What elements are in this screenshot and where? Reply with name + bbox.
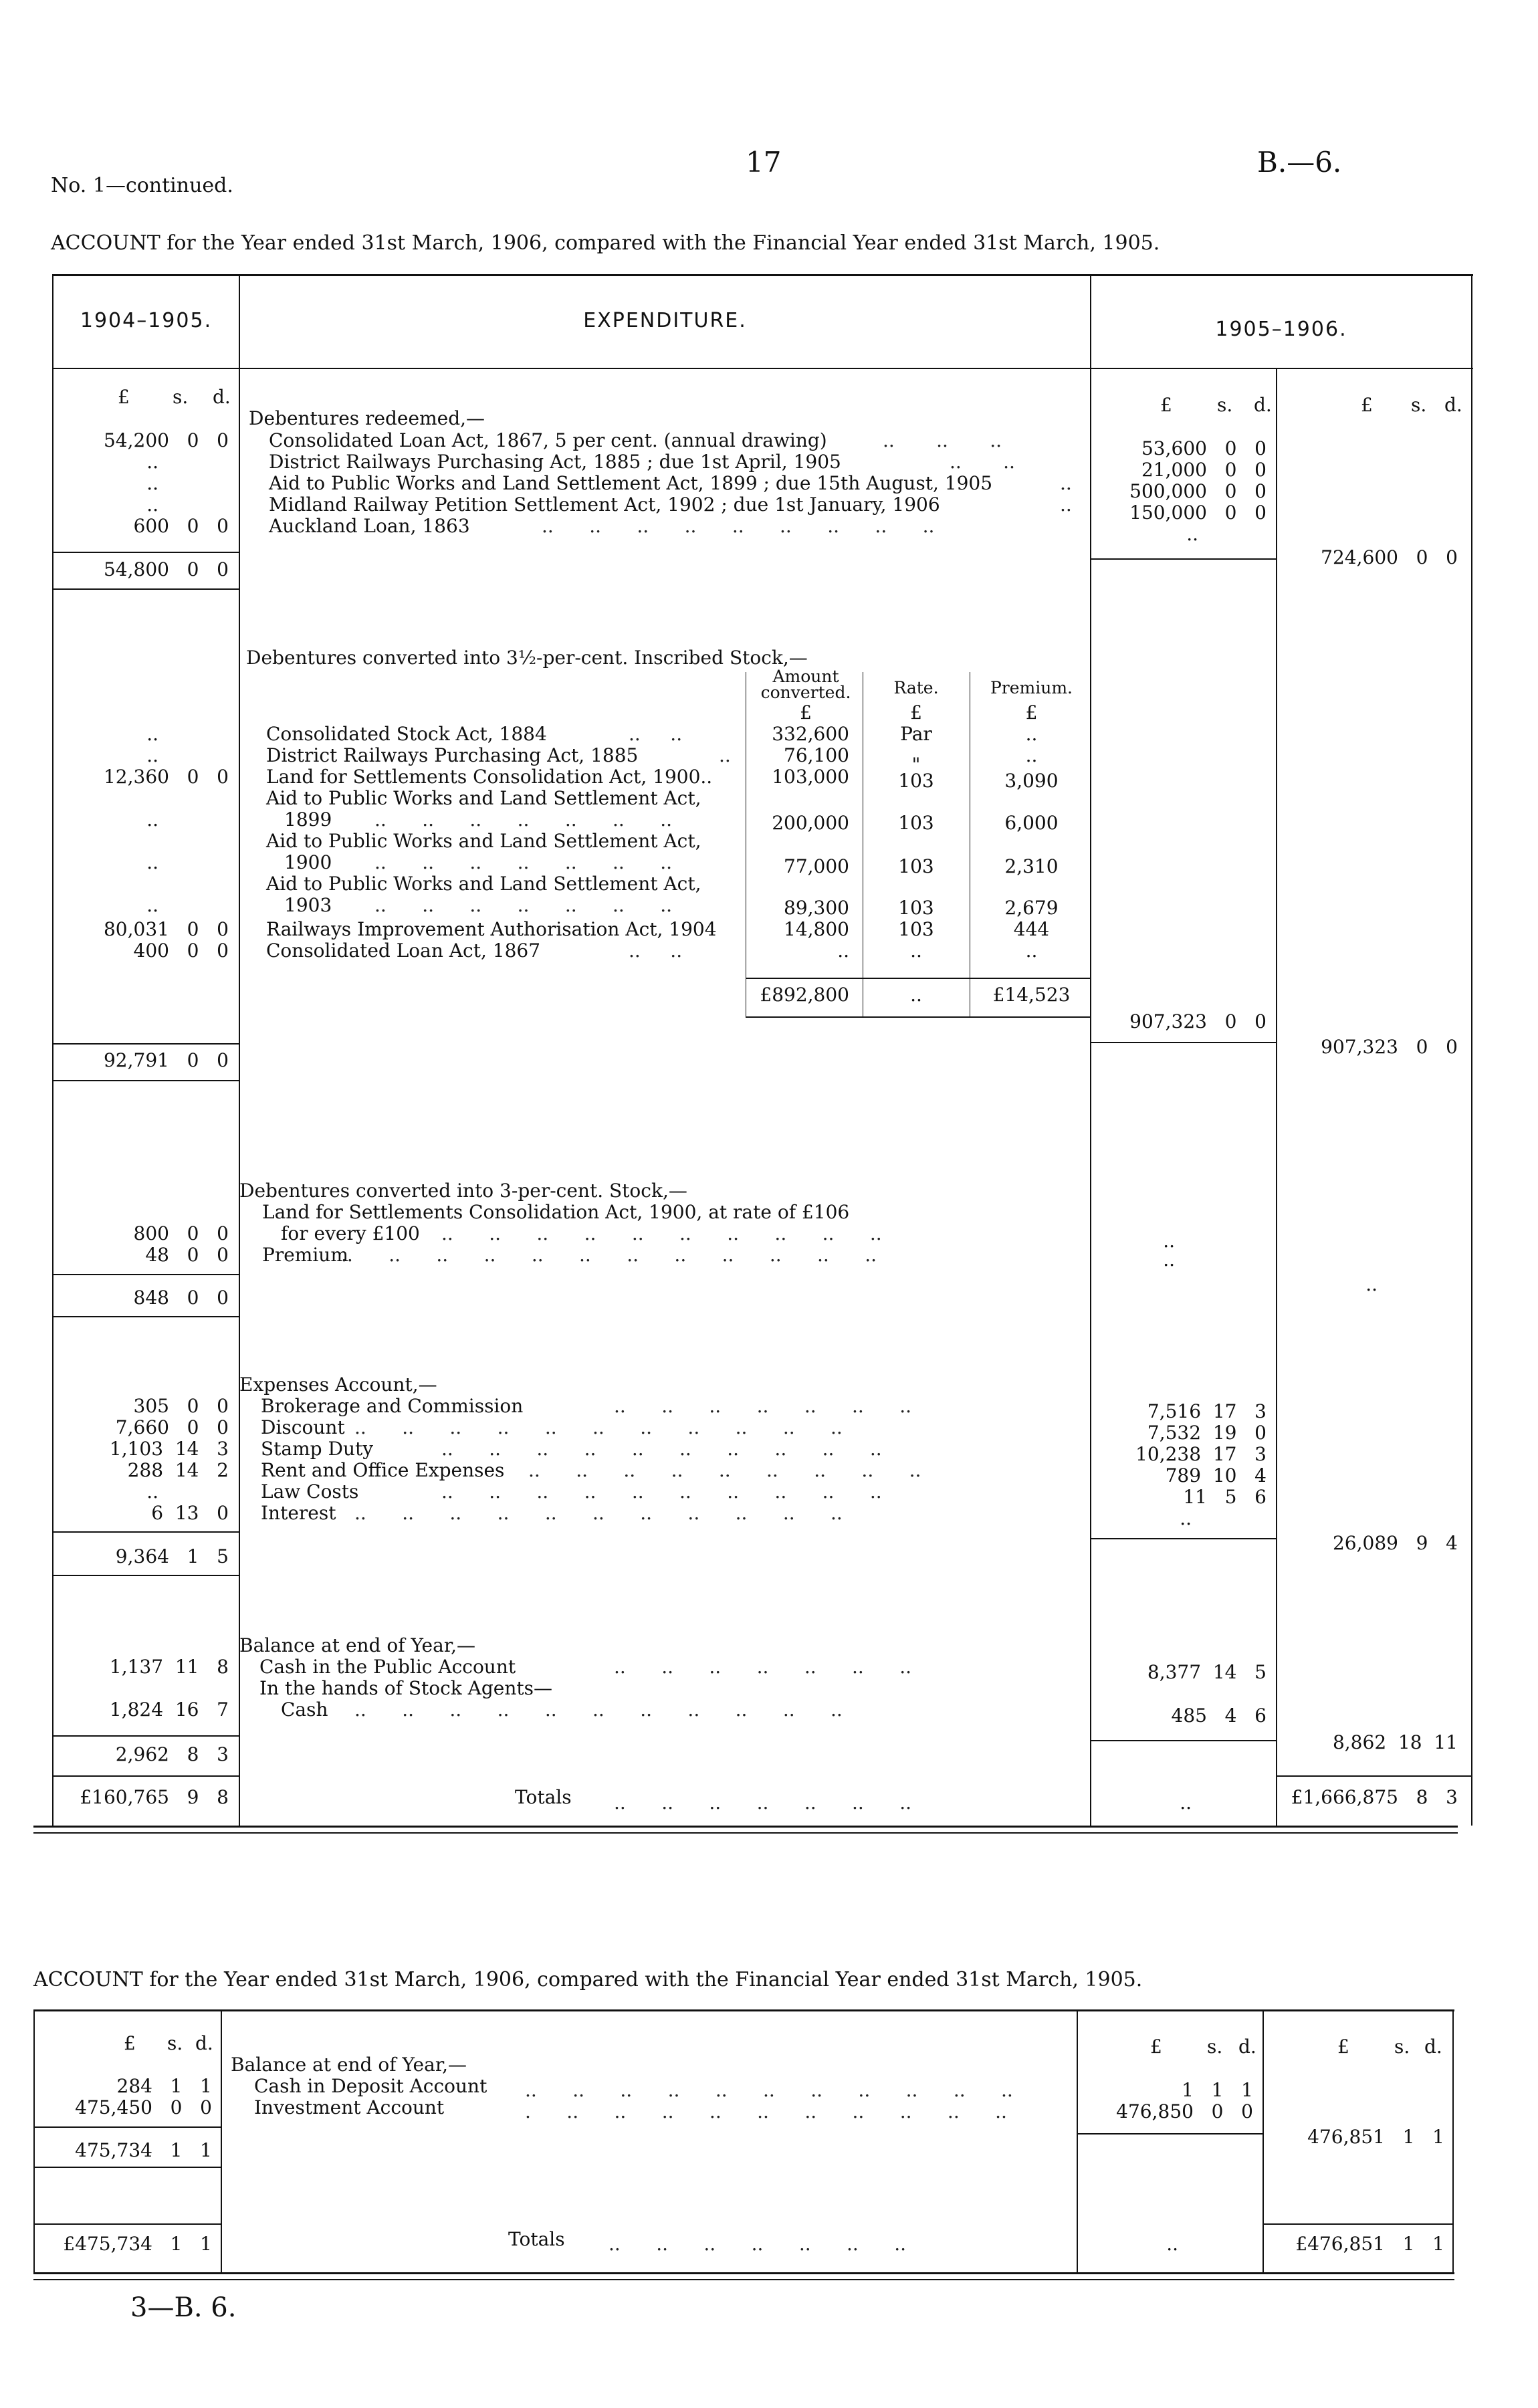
inscribed-label-3: Land for Settlements Consolidation Act, 1900.. [266, 766, 713, 788]
balance-cur-2: 485 4 6 [1171, 1705, 1267, 1727]
inscribed-rate-2: " [911, 754, 921, 776]
rule [35, 2223, 221, 2225]
t2-total: 476,851 1 1 [1307, 2126, 1444, 2148]
leader-dots: .. .. .. .. .. .. .. [374, 894, 673, 916]
table1-header-rule [52, 368, 1473, 369]
redeemed-cur-1: 53,600 0 0 [1141, 437, 1267, 459]
inscribed-amount-7: 14,800 [784, 918, 849, 940]
inscribed-amount-4: 200,000 [772, 812, 849, 834]
redeemed-cur-2: 21,000 0 0 [1141, 459, 1267, 481]
leader-dots: .. .. .. .. .. .. .. [614, 1395, 912, 1417]
redeemed-total: 724,600 0 0 [1321, 546, 1458, 568]
subhdr-premium: Premium. [990, 678, 1073, 697]
t2-unit-tot-pound: £ [1337, 2036, 1349, 2058]
balance-prev-2: 1,824 16 7 [109, 1699, 229, 1721]
leader-dots: .. .. .. .. .. .. .. .. .. .. .. [354, 1502, 843, 1524]
redeemed-label-5: Auckland Loan, 1863 [269, 515, 470, 537]
expense-cur-3: 10,238 17 3 [1135, 1443, 1267, 1465]
three-pc-total: .. [1365, 1273, 1378, 1295]
expense-prev-5: .. [146, 1481, 158, 1503]
inscribed-label-5b: 1900 [284, 851, 332, 873]
table1-col-divider-1 [239, 274, 240, 1826]
document-reference: B.—6. [1257, 146, 1342, 179]
redeemed-cur-3: 500,000 0 0 [1129, 480, 1267, 502]
inscribed-premium-2: .. [1025, 744, 1038, 766]
balance-label-2: Cash [281, 1699, 328, 1721]
table1-bottom-rule [33, 1826, 1458, 1828]
expense-prev-6: 6 13 0 [151, 1502, 229, 1524]
unit-cur-pound: £ [1160, 394, 1172, 416]
redeemed-label-3: Aid to Public Works and Land Settlement Act, 1899 ; due 15th August, 1905 [269, 472, 993, 494]
leader-dots: .. .. .. .. .. .. .. .. .. .. .. [354, 1699, 843, 1721]
expense-prev-4: 288 14 2 [127, 1459, 229, 1481]
inscribed-premium-6: 2,679 [1004, 897, 1059, 919]
inscribed-total-premium: £14,523 [992, 984, 1071, 1006]
inscribed-premium-7: 444 [1013, 918, 1050, 940]
t2-cur-2: 476,850 0 0 [1116, 2100, 1253, 2122]
table1-bottom-rule-2 [33, 1832, 1458, 1834]
rule [1091, 1042, 1276, 1043]
t2-unit-cur-pound: £ [1150, 2036, 1162, 2058]
rule [746, 1016, 1090, 1018]
inscribed-premium-3: 3,090 [1004, 770, 1059, 792]
subhdr-premium-unit: £ [1025, 701, 1038, 724]
rule [53, 1575, 239, 1576]
balance-cur-1: 8,377 14 5 [1147, 1661, 1267, 1683]
leader-dots: .. [1060, 494, 1072, 516]
inscribed-premium-4: 6,000 [1004, 812, 1059, 834]
section-heading-expenses: Expenses Account,— [239, 1374, 437, 1396]
redeemed-cur-4: 150,000 0 0 [1129, 502, 1267, 524]
t2-unit-tot-pence: d. [1424, 2036, 1442, 2058]
continued-label: No. 1—continued. [51, 174, 233, 197]
t2-unit-prev-shilling: s. [167, 2032, 183, 2054]
leader-dots: . .. .. .. .. .. .. .. .. .. .. [525, 2100, 1007, 2122]
t2-totals-label: Totals [508, 2228, 565, 2250]
redeemed-prev-subtotal: 54,800 0 0 [103, 558, 229, 580]
col-header-current-year: 1905–1906. [1215, 318, 1347, 341]
inscribed-prev-2: .. [146, 744, 158, 766]
balance-total: 8,862 18 11 [1332, 1731, 1458, 1753]
subhdr-amount-unit: £ [800, 701, 812, 724]
section-heading-balance: Balance at end of Year,— [239, 1634, 476, 1656]
expense-prev-3: 1,103 14 3 [109, 1438, 229, 1460]
leader-dots: .. .. .. .. .. .. .. .. .. .. .. [525, 2079, 1013, 2101]
leader-dots: .. .. [629, 723, 683, 745]
account-title-2: ACCOUNT for the Year ended 31st March, 1906, compared with the Financial Year ended 31st March, 1905. [33, 1968, 1143, 1991]
table2-right-border [1452, 2009, 1454, 2274]
redeemed-cur-5: .. [1186, 523, 1198, 545]
rule [53, 1274, 239, 1275]
three-pc-line-2: for every £100 [281, 1222, 420, 1244]
t2-totals-total: £476,851 1 1 [1295, 2233, 1444, 2255]
expense-cur-6: .. [1180, 1507, 1192, 1529]
inscribed-amount-1: 332,600 [772, 723, 849, 745]
inscribed-prev-4: .. [146, 808, 158, 831]
inscribed-label-8: Consolidated Loan Act, 1867 [266, 940, 541, 962]
expense-label-2: Discount [261, 1416, 345, 1438]
inscribed-total-amount: £892,800 [760, 984, 849, 1006]
leader-dots: .. .. .. .. .. .. .. [614, 1656, 912, 1678]
inscribed-rate-6: 103 [898, 897, 934, 919]
expense-label-5: Law Costs [261, 1481, 359, 1503]
leader-dots: .. [719, 744, 731, 766]
redeemed-prev-5: 600 0 0 [133, 515, 229, 537]
three-pc-cur-1: .. [1163, 1230, 1175, 1252]
three-pc-prev-subtotal: 848 0 0 [133, 1287, 229, 1309]
inscribed-prev-3: 12,360 0 0 [103, 766, 229, 788]
unit-tot-pound: £ [1361, 394, 1373, 416]
inscribed-prev-5: .. [146, 851, 158, 873]
inscribed-label-5: Aid to Public Works and Land Settlement Act, [266, 830, 701, 852]
totals-prev: £160,765 9 8 [80, 1786, 229, 1808]
col-header-expenditure: EXPENDITURE. [583, 309, 747, 332]
rule [35, 2167, 221, 2168]
table1-right-border [1471, 274, 1472, 1826]
leader-dots: .. .. .. .. .. .. .. .. .. .. .. [354, 1416, 843, 1438]
leader-dots: .. .. [629, 940, 683, 962]
section-heading-3pc: Debentures converted into 3-per-cent. Stock,— [239, 1180, 687, 1202]
expense-label-1: Brokerage and Commission [261, 1395, 524, 1417]
expense-prev-1: 305 0 0 [133, 1395, 229, 1417]
rule [53, 588, 239, 590]
balance-prev-subtotal: 2,962 8 3 [115, 1743, 229, 1765]
unit-prev-shilling: s. [173, 386, 189, 408]
t2-unit-cur-pence: d. [1238, 2036, 1256, 2058]
leader-dots: .. [1060, 472, 1072, 494]
inscribed-amount-6: 89,300 [784, 897, 849, 919]
unit-prev-pence: d. [213, 386, 231, 408]
col-header-prev-year: 1904–1905. [80, 309, 213, 332]
leader-dots: .. .. .. .. .. .. .. [374, 808, 673, 831]
balance-label-2-heading: In the hands of Stock Agents— [259, 1677, 553, 1699]
inscribed-prev-6: .. [146, 894, 158, 916]
leader-dots: .. .. [950, 451, 1015, 473]
signature-mark: 3—B. 6. [130, 2292, 237, 2323]
inscribed-prev-8: 400 0 0 [133, 940, 229, 962]
leader-dots: .. .. .. .. .. .. .. .. .. [542, 515, 935, 537]
t2-heading: Balance at end of Year,— [231, 2054, 467, 2076]
rule [1091, 1740, 1276, 1741]
page-number: 17 [746, 146, 782, 179]
t2-unit-cur-shilling: s. [1207, 2036, 1223, 2058]
redeemed-prev-3: .. [146, 472, 158, 494]
expense-total: 26,089 9 4 [1332, 1532, 1458, 1554]
rule [53, 1080, 239, 1081]
leader-dots: .. .. .. .. .. .. .. .. .. .. [441, 1438, 882, 1460]
expense-label-6: Interest [261, 1502, 336, 1524]
inscribed-total-rate: .. [910, 984, 922, 1006]
inscribed-label-4: Aid to Public Works and Land Settlement Act, [266, 787, 701, 809]
rule [35, 2126, 221, 2128]
t2-label-2: Investment Account [254, 2096, 445, 2118]
unit-cur-pence: d. [1254, 394, 1272, 416]
t2-unit-prev-pence: d. [195, 2032, 213, 2054]
subhdr-rate: Rate. [893, 678, 939, 697]
account-title: ACCOUNT for the Year ended 31st March, 1906, compared with the Financial Year ended 31st March, 1905. [51, 231, 1160, 255]
redeemed-label-1: Consolidated Loan Act, 1867, 5 per cent. (annual drawing) [269, 429, 827, 451]
rule [53, 1043, 239, 1045]
rule [746, 978, 1090, 979]
leader-dots: .. .. .. .. .. .. .. [374, 851, 673, 873]
expense-cur-2: 7,532 19 0 [1147, 1422, 1267, 1444]
redeemed-prev-4: .. [146, 494, 158, 516]
unit-cur-shilling: s. [1217, 394, 1233, 416]
three-pc-prev-2: 48 0 0 [145, 1244, 229, 1266]
inscribed-label-1: Consolidated Stock Act, 1884 [266, 723, 547, 745]
inscribed-amount-8: .. [837, 940, 849, 962]
table1-col-divider-3 [1276, 368, 1277, 1826]
unit-tot-shilling: s. [1411, 394, 1427, 416]
inscribed-label-2: District Railways Purchasing Act, 1885 [266, 744, 639, 766]
inscribed-rate-1: Par [900, 723, 932, 745]
expense-cur-5: 11 5 6 [1183, 1486, 1267, 1508]
inscribed-label-4b: 1899 [284, 808, 332, 831]
unit-tot-pence: d. [1444, 394, 1462, 416]
totals-total: £1,666,875 8 3 [1291, 1786, 1458, 1808]
t2-totals-prev: £475,734 1 1 [63, 2233, 212, 2255]
inscribed-rate-8: .. [910, 940, 922, 962]
expense-prev-2: 7,660 0 0 [115, 1416, 229, 1438]
redeemed-label-4: Midland Railway Petition Settlement Act, 1902 ; due 1st January, 1906 [269, 494, 940, 516]
inscribed-amount-2: 76,100 [784, 744, 849, 766]
inscribed-rate-7: 103 [898, 918, 934, 940]
leader-dots: .. .. .. .. .. .. .. .. .. [528, 1459, 921, 1481]
inscribed-prev-1: .. [146, 723, 158, 745]
rule [53, 1531, 239, 1533]
t2-prev-1: 284 1 1 [116, 2075, 212, 2097]
t2-unit-prev-pound: £ [124, 2032, 136, 2054]
expense-cur-1: 7,516 17 3 [1147, 1400, 1267, 1422]
table2-bottom-rule-2 [33, 2279, 1454, 2280]
leader-dots: .. .. .. .. .. .. .. .. .. .. [441, 1481, 882, 1503]
balance-label-1: Cash in the Public Account [259, 1656, 516, 1678]
rule [53, 1735, 239, 1737]
t2-cur-1: 1 1 1 [1182, 2079, 1253, 2101]
expense-label-3: Stamp Duty [261, 1438, 374, 1460]
rule [1276, 1775, 1471, 1777]
t2-unit-tot-shilling: s. [1394, 2036, 1410, 2058]
expense-cur-4: 789 10 4 [1165, 1464, 1267, 1487]
leader-dots: .. .. .. .. .. .. .. .. .. .. [441, 1222, 882, 1244]
inscribed-label-7: Railways Improvement Authorisation Act, 1904 [266, 918, 717, 940]
expense-label-4: Rent and Office Expenses [261, 1459, 505, 1481]
rule [53, 1316, 239, 1317]
rule [53, 552, 239, 553]
rule [1264, 2223, 1452, 2225]
inscribed-label-6b: 1903 [284, 894, 332, 916]
unit-prev-pound: £ [118, 386, 130, 408]
t2-label-1: Cash in Deposit Account [254, 2075, 487, 2097]
balance-prev-1: 1,137 11 8 [109, 1656, 229, 1678]
inscribed-cur: 907,323 0 0 [1129, 1010, 1267, 1032]
t2-prev-2: 475,450 0 0 [75, 2096, 212, 2118]
redeemed-prev-1: 54,200 0 0 [103, 429, 229, 451]
leader-dots: .. .. .. .. .. .. .. .. .. .. .. .. [341, 1244, 877, 1266]
t2-prev-subtotal: 475,734 1 1 [75, 2139, 212, 2161]
rule [1091, 558, 1276, 560]
table2-top-rule [33, 2009, 1454, 2011]
section-heading-redeemed: Debentures redeemed,— [249, 407, 485, 429]
inscribed-prev-7: 80,031 0 0 [103, 918, 229, 940]
inscribed-rate-5: 103 [898, 855, 934, 877]
subhdr-amount: Amount converted. [760, 667, 851, 702]
three-pc-premium: Premium [262, 1244, 348, 1266]
totals-cur: .. [1180, 1791, 1192, 1814]
three-pc-line-1: Land for Settlements Consolidation Act, 1900, at rate of £106 [262, 1201, 850, 1223]
three-pc-cur-2: .. [1163, 1248, 1175, 1271]
three-pc-prev-1: 800 0 0 [133, 1222, 229, 1244]
inscribed-premium-1: .. [1025, 723, 1038, 745]
leader-dots: .. .. .. [883, 429, 1002, 451]
section-heading-inscribed: Debentures converted into 3½-per-cent. Inscribed Stock,— [246, 647, 808, 669]
table2-col-divider-1 [221, 2009, 222, 2274]
rule [53, 1775, 239, 1777]
subhdr-rate-unit: £ [910, 701, 922, 724]
inscribed-amount-3: 103,000 [772, 766, 849, 788]
inscribed-rate-3: 103 [898, 770, 934, 792]
rule [1078, 2133, 1262, 2135]
leader-dots: .. .. .. .. .. .. .. [614, 1791, 912, 1814]
table1-top-rule [52, 274, 1473, 276]
inscribed-premium-8: .. [1025, 940, 1038, 962]
inscribed-rate-4: 103 [898, 812, 934, 834]
rule [1091, 1538, 1276, 1539]
inscribed-prev-subtotal: 92,791 0 0 [103, 1049, 229, 1071]
table2-bottom-rule [33, 2272, 1454, 2274]
inscribed-total: 907,323 0 0 [1321, 1036, 1458, 1058]
leader-dots: .. .. .. .. .. .. .. [609, 2233, 907, 2255]
redeemed-prev-2: .. [146, 451, 158, 473]
expense-prev-subtotal: 9,364 1 5 [115, 1545, 229, 1567]
redeemed-label-2: District Railways Purchasing Act, 1885 ; due 1st April, 1905 [269, 451, 841, 473]
inscribed-premium-5: 2,310 [1004, 855, 1059, 877]
inscribed-label-6: Aid to Public Works and Land Settlement Act, [266, 873, 701, 895]
t2-totals-cur: .. [1166, 2233, 1178, 2255]
totals-label: Totals [515, 1786, 572, 1808]
inscribed-amount-5: 77,000 [784, 855, 849, 877]
